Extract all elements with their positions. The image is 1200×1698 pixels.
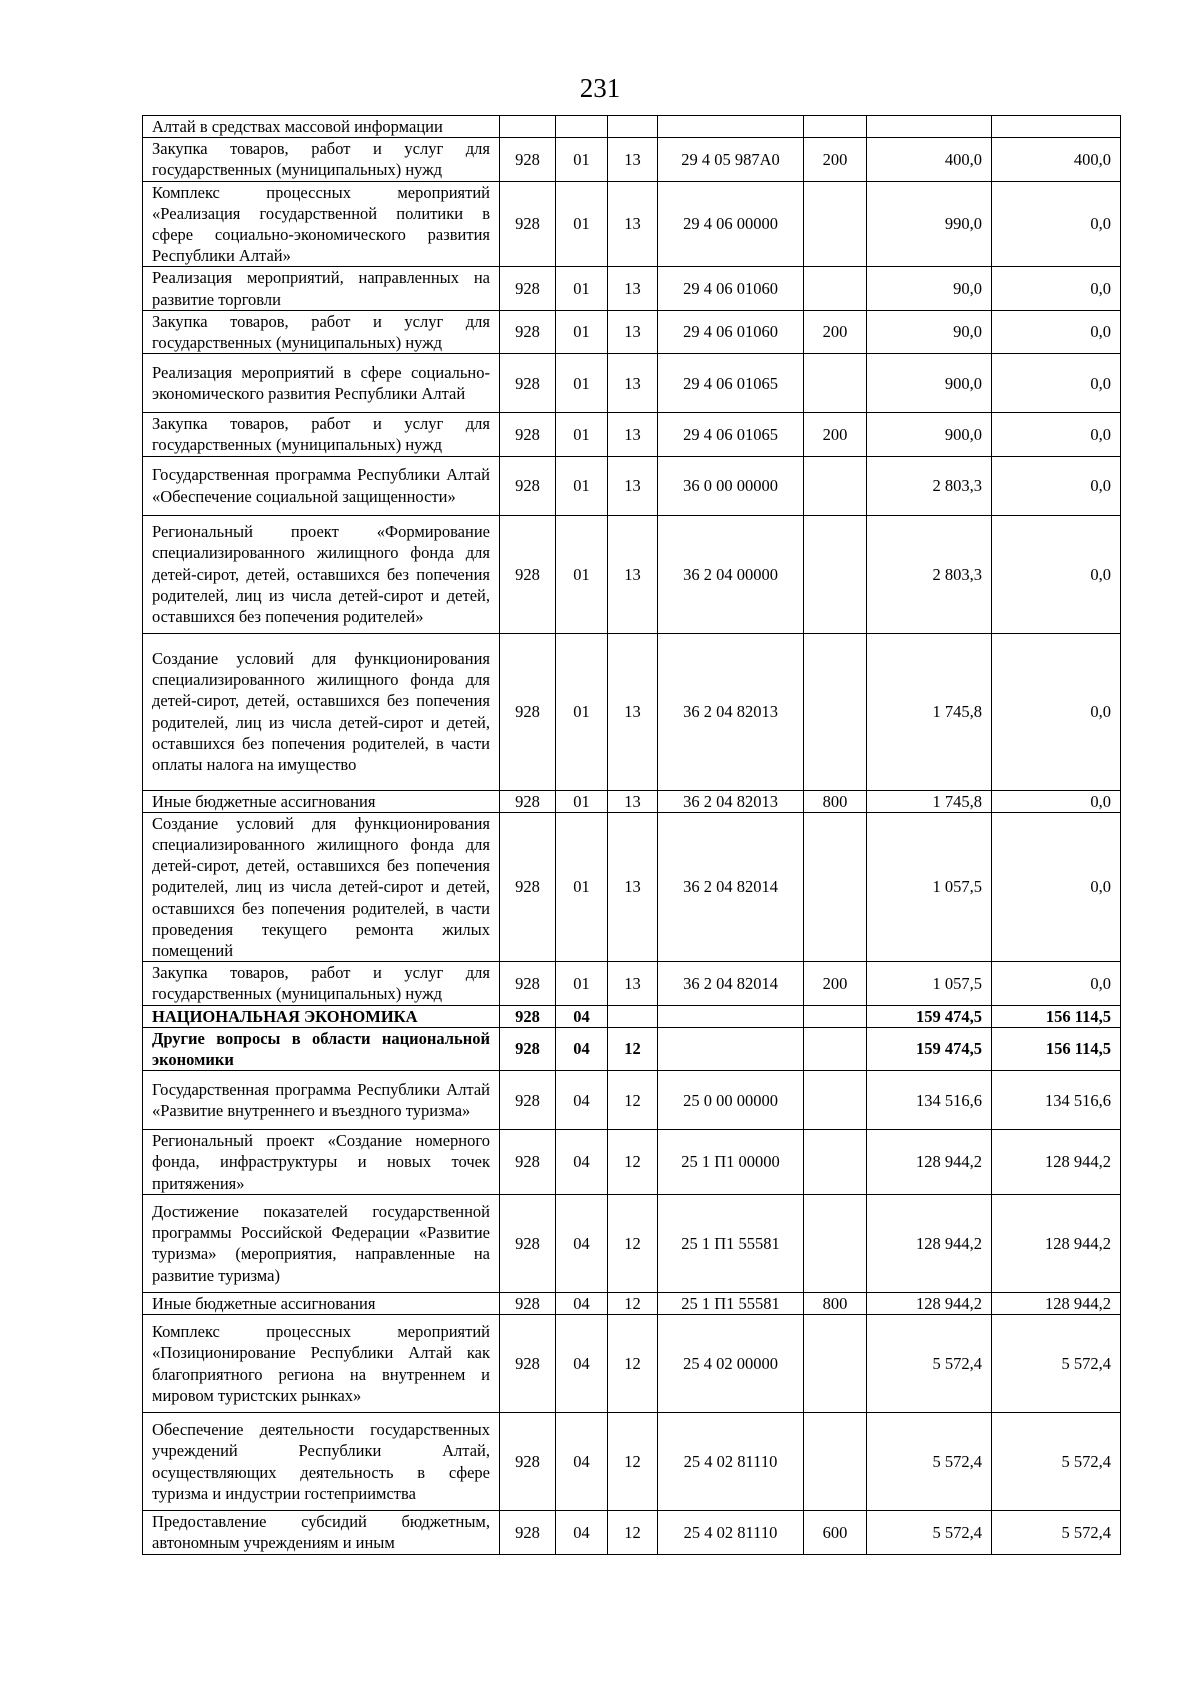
table-row bbox=[143, 310, 1121, 353]
cell-target-article: 29 4 06 00000 bbox=[658, 181, 804, 267]
row-name: Государственная программа Республики Алтай «Развитие внутреннего и въездного туризма» bbox=[143, 1071, 500, 1130]
row-name: Закупка товаров, работ и услуг для государственных (муниципальных) нужд bbox=[143, 413, 500, 456]
cell-amount-year1 bbox=[867, 116, 992, 138]
cell-expense-type bbox=[804, 1413, 867, 1511]
cell-admin-code: 928 bbox=[500, 310, 556, 353]
table-row bbox=[143, 515, 1121, 633]
cell-amount-year2: 0,0 bbox=[992, 812, 1121, 961]
cell-amount-year1: 5 572,4 bbox=[867, 1315, 992, 1413]
cell-target-article: 25 4 02 00000 bbox=[658, 1315, 804, 1413]
cell-admin-code: 928 bbox=[500, 515, 556, 633]
cell-amount-year2: 134 516,6 bbox=[992, 1071, 1121, 1130]
cell-amount-year1: 990,0 bbox=[867, 181, 992, 267]
cell-section: 04 bbox=[556, 1005, 608, 1027]
cell-target-article: 25 4 02 81110 bbox=[658, 1413, 804, 1511]
cell-admin-code: 928 bbox=[500, 1413, 556, 1511]
cell-subsection bbox=[608, 116, 658, 138]
cell-subsection: 12 bbox=[608, 1194, 658, 1292]
row-name: Другие вопросы в области национальной экономики bbox=[143, 1027, 500, 1070]
table-row bbox=[143, 116, 1121, 138]
cell-section: 04 bbox=[556, 1413, 608, 1511]
cell-amount-year1: 128 944,2 bbox=[867, 1130, 992, 1195]
budget-table bbox=[142, 115, 1121, 1555]
table-row bbox=[143, 354, 1121, 413]
table-row bbox=[143, 413, 1121, 456]
cell-amount-year1: 134 516,6 bbox=[867, 1071, 992, 1130]
cell-admin-code: 928 bbox=[500, 1005, 556, 1027]
cell-amount-year2: 128 944,2 bbox=[992, 1130, 1121, 1195]
cell-subsection: 12 bbox=[608, 1071, 658, 1130]
cell-section bbox=[556, 116, 608, 138]
cell-amount-year1: 900,0 bbox=[867, 354, 992, 413]
cell-admin-code bbox=[500, 116, 556, 138]
page-number: 231 bbox=[579, 73, 621, 103]
cell-subsection: 13 bbox=[608, 515, 658, 633]
cell-target-article: 29 4 06 01065 bbox=[658, 413, 804, 456]
table-row bbox=[143, 456, 1121, 515]
table-row bbox=[143, 790, 1121, 812]
row-name: Обеспечение деятельности государственных учреждений Республики Алтай, осуществляющих деятельность в сфере туризма и индустрии гостеприимства bbox=[143, 1413, 500, 1511]
cell-target-article: 29 4 06 01065 bbox=[658, 354, 804, 413]
cell-subsection: 13 bbox=[608, 354, 658, 413]
cell-section: 01 bbox=[556, 962, 608, 1005]
cell-admin-code: 928 bbox=[500, 1315, 556, 1413]
cell-section: 01 bbox=[556, 181, 608, 267]
row-name: Реализация мероприятий, направленных на развитие торговли bbox=[143, 267, 500, 310]
cell-amount-year1: 128 944,2 bbox=[867, 1292, 992, 1314]
cell-admin-code: 928 bbox=[500, 181, 556, 267]
table-row bbox=[143, 181, 1121, 267]
cell-amount-year2: 5 572,4 bbox=[992, 1315, 1121, 1413]
row-name: Государственная программа Республики Алтай «Обеспечение социальной защищенности» bbox=[143, 456, 500, 515]
cell-amount-year2: 128 944,2 bbox=[992, 1194, 1121, 1292]
cell-target-article: 25 4 02 81110 bbox=[658, 1511, 804, 1554]
cell-admin-code: 928 bbox=[500, 790, 556, 812]
cell-amount-year1: 2 803,3 bbox=[867, 515, 992, 633]
row-name: Иные бюджетные ассигнования bbox=[143, 1292, 500, 1314]
cell-subsection: 12 bbox=[608, 1413, 658, 1511]
cell-admin-code: 928 bbox=[500, 413, 556, 456]
table-row bbox=[143, 1413, 1121, 1511]
cell-amount-year1: 900,0 bbox=[867, 413, 992, 456]
table-row bbox=[143, 1071, 1121, 1130]
cell-subsection: 13 bbox=[608, 962, 658, 1005]
cell-target-article bbox=[658, 1005, 804, 1027]
cell-amount-year2: 0,0 bbox=[992, 413, 1121, 456]
cell-subsection: 12 bbox=[608, 1315, 658, 1413]
cell-target-article: 36 2 04 82014 bbox=[658, 812, 804, 961]
cell-expense-type bbox=[804, 1071, 867, 1130]
row-name: НАЦИОНАЛЬНАЯ ЭКОНОМИКА bbox=[143, 1005, 500, 1027]
cell-expense-type: 200 bbox=[804, 310, 867, 353]
cell-amount-year1: 128 944,2 bbox=[867, 1194, 992, 1292]
cell-amount-year2: 128 944,2 bbox=[992, 1292, 1121, 1314]
row-name: Закупка товаров, работ и услуг для государственных (муниципальных) нужд bbox=[143, 310, 500, 353]
cell-expense-type: 600 bbox=[804, 1511, 867, 1554]
cell-admin-code: 928 bbox=[500, 1027, 556, 1070]
cell-subsection: 13 bbox=[608, 181, 658, 267]
cell-amount-year2: 400,0 bbox=[992, 138, 1121, 181]
cell-amount-year2: 0,0 bbox=[992, 310, 1121, 353]
cell-admin-code: 928 bbox=[500, 812, 556, 961]
cell-target-article: 29 4 06 01060 bbox=[658, 310, 804, 353]
table-row bbox=[143, 1027, 1121, 1070]
cell-amount-year2: 156 114,5 bbox=[992, 1027, 1121, 1070]
cell-section: 04 bbox=[556, 1071, 608, 1130]
cell-subsection: 12 bbox=[608, 1027, 658, 1070]
cell-subsection: 13 bbox=[608, 633, 658, 790]
table-row bbox=[143, 1315, 1121, 1413]
cell-expense-type bbox=[804, 1005, 867, 1027]
cell-subsection: 13 bbox=[608, 138, 658, 181]
cell-target-article: 29 4 06 01060 bbox=[658, 267, 804, 310]
table-row bbox=[143, 812, 1121, 961]
cell-section: 04 bbox=[556, 1194, 608, 1292]
cell-section: 04 bbox=[556, 1027, 608, 1070]
cell-admin-code: 928 bbox=[500, 354, 556, 413]
cell-amount-year2: 0,0 bbox=[992, 633, 1121, 790]
cell-amount-year1: 2 803,3 bbox=[867, 456, 992, 515]
cell-admin-code: 928 bbox=[500, 456, 556, 515]
table-row bbox=[143, 1130, 1121, 1195]
cell-section: 04 bbox=[556, 1292, 608, 1314]
cell-section: 01 bbox=[556, 812, 608, 961]
row-name: Создание условий для функционирования специализированного жилищного фонда для детей-сирот, детей, оставшихся без попечения родителей, лиц из числа детей-сирот и детей, оставшихся без попечения родителей, в части оплаты налога на имущество bbox=[143, 633, 500, 790]
cell-section: 01 bbox=[556, 267, 608, 310]
cell-amount-year2: 0,0 bbox=[992, 456, 1121, 515]
row-name: Региональный проект «Создание номерного фонда, инфраструктуры и новых точек притяжения» bbox=[143, 1130, 500, 1195]
cell-amount-year2: 0,0 bbox=[992, 790, 1121, 812]
cell-subsection: 13 bbox=[608, 413, 658, 456]
cell-expense-type bbox=[804, 116, 867, 138]
cell-admin-code: 928 bbox=[500, 138, 556, 181]
cell-admin-code: 928 bbox=[500, 1511, 556, 1554]
cell-expense-type: 800 bbox=[804, 790, 867, 812]
row-name: Комплекс процессных мероприятий «Реализация государственной политики в сфере социально-экономического развития Республики Алтай» bbox=[143, 181, 500, 267]
row-name: Закупка товаров, работ и услуг для государственных (муниципальных) нужд bbox=[143, 962, 500, 1005]
cell-amount-year1: 400,0 bbox=[867, 138, 992, 181]
cell-amount-year1: 1 057,5 bbox=[867, 812, 992, 961]
cell-amount-year2: 0,0 bbox=[992, 962, 1121, 1005]
cell-expense-type bbox=[804, 354, 867, 413]
cell-expense-type bbox=[804, 181, 867, 267]
row-name: Закупка товаров, работ и услуг для государственных (муниципальных) нужд bbox=[143, 138, 500, 181]
cell-section: 01 bbox=[556, 138, 608, 181]
cell-amount-year2: 5 572,4 bbox=[992, 1511, 1121, 1554]
cell-section: 01 bbox=[556, 354, 608, 413]
cell-amount-year2: 156 114,5 bbox=[992, 1005, 1121, 1027]
cell-expense-type bbox=[804, 456, 867, 515]
cell-target-article bbox=[658, 1027, 804, 1070]
cell-target-article: 25 1 П1 00000 bbox=[658, 1130, 804, 1195]
cell-admin-code: 928 bbox=[500, 1292, 556, 1314]
cell-amount-year1: 159 474,5 bbox=[867, 1005, 992, 1027]
cell-subsection: 13 bbox=[608, 456, 658, 515]
cell-amount-year2: 0,0 bbox=[992, 515, 1121, 633]
table-row bbox=[143, 138, 1121, 181]
row-name: Комплекс процессных мероприятий «Позиционирование Республики Алтай как благоприятного региона на внутреннем и мировом туристских рынках» bbox=[143, 1315, 500, 1413]
cell-admin-code: 928 bbox=[500, 962, 556, 1005]
cell-subsection: 13 bbox=[608, 812, 658, 961]
cell-amount-year2: 0,0 bbox=[992, 354, 1121, 413]
cell-target-article: 25 1 П1 55581 bbox=[658, 1292, 804, 1314]
cell-amount-year1: 90,0 bbox=[867, 310, 992, 353]
cell-amount-year2 bbox=[992, 116, 1121, 138]
cell-amount-year2: 5 572,4 bbox=[992, 1413, 1121, 1511]
table-row bbox=[143, 1005, 1121, 1027]
cell-target-article: 29 4 05 987А0 bbox=[658, 138, 804, 181]
cell-target-article: 36 2 04 82013 bbox=[658, 633, 804, 790]
row-name: Региональный проект «Формирование специализированного жилищного фонда для детей-сирот, детей, оставшихся без попечения родителей, лиц из числа детей-сирот и детей, оставшихся без попечения родителей» bbox=[143, 515, 500, 633]
table-row bbox=[143, 267, 1121, 310]
cell-subsection: 12 bbox=[608, 1130, 658, 1195]
cell-subsection: 13 bbox=[608, 790, 658, 812]
cell-amount-year1: 5 572,4 bbox=[867, 1511, 992, 1554]
cell-admin-code: 928 bbox=[500, 633, 556, 790]
cell-admin-code: 928 bbox=[500, 1194, 556, 1292]
cell-amount-year1: 1 745,8 bbox=[867, 633, 992, 790]
cell-amount-year1: 90,0 bbox=[867, 267, 992, 310]
cell-expense-type: 200 bbox=[804, 962, 867, 1005]
cell-section: 01 bbox=[556, 310, 608, 353]
cell-section: 01 bbox=[556, 790, 608, 812]
cell-amount-year1: 5 572,4 bbox=[867, 1413, 992, 1511]
cell-target-article: 25 0 00 00000 bbox=[658, 1071, 804, 1130]
cell-expense-type bbox=[804, 1194, 867, 1292]
cell-section: 04 bbox=[556, 1130, 608, 1195]
cell-subsection: 13 bbox=[608, 310, 658, 353]
row-name: Реализация мероприятий в сфере социально-экономического развития Республики Алтай bbox=[143, 354, 500, 413]
cell-expense-type: 200 bbox=[804, 138, 867, 181]
cell-target-article: 36 2 04 82013 bbox=[658, 790, 804, 812]
cell-subsection: 12 bbox=[608, 1511, 658, 1554]
row-name: Алтай в средствах массовой информации bbox=[143, 116, 500, 138]
cell-section: 04 bbox=[556, 1315, 608, 1413]
cell-expense-type bbox=[804, 515, 867, 633]
cell-expense-type bbox=[804, 1130, 867, 1195]
table-row bbox=[143, 962, 1121, 1005]
cell-section: 01 bbox=[556, 515, 608, 633]
cell-expense-type bbox=[804, 1315, 867, 1413]
cell-target-article: 36 2 04 82014 bbox=[658, 962, 804, 1005]
cell-target-article bbox=[658, 116, 804, 138]
cell-amount-year1: 159 474,5 bbox=[867, 1027, 992, 1070]
cell-subsection: 13 bbox=[608, 267, 658, 310]
row-name: Достижение показателей государственной программы Российской Федерации «Развитие туризма» (мероприятия, направленные на развитие туризма) bbox=[143, 1194, 500, 1292]
table-row bbox=[143, 633, 1121, 790]
cell-amount-year2: 0,0 bbox=[992, 181, 1121, 267]
table-row bbox=[143, 1292, 1121, 1314]
table-row bbox=[143, 1511, 1121, 1554]
cell-section: 01 bbox=[556, 633, 608, 790]
cell-target-article: 36 2 04 00000 bbox=[658, 515, 804, 633]
cell-subsection bbox=[608, 1005, 658, 1027]
row-name: Создание условий для функционирования специализированного жилищного фонда для детей-сирот, детей, оставшихся без попечения родителей, лиц из числа детей-сирот и детей, оставшихся без попечения родителей, в части проведения текущего ремонта жилых помещений bbox=[143, 812, 500, 961]
cell-expense-type bbox=[804, 267, 867, 310]
row-name: Иные бюджетные ассигнования bbox=[143, 790, 500, 812]
cell-admin-code: 928 bbox=[500, 1071, 556, 1130]
cell-expense-type bbox=[804, 633, 867, 790]
cell-expense-type bbox=[804, 1027, 867, 1070]
cell-amount-year1: 1 745,8 bbox=[867, 790, 992, 812]
cell-target-article: 36 0 00 00000 bbox=[658, 456, 804, 515]
cell-amount-year1: 1 057,5 bbox=[867, 962, 992, 1005]
cell-target-article: 25 1 П1 55581 bbox=[658, 1194, 804, 1292]
cell-section: 01 bbox=[556, 456, 608, 515]
cell-subsection: 12 bbox=[608, 1292, 658, 1314]
cell-expense-type: 200 bbox=[804, 413, 867, 456]
row-name: Предоставление субсидий бюджетным, автономным учреждениям и иным bbox=[143, 1511, 500, 1554]
cell-admin-code: 928 bbox=[500, 267, 556, 310]
cell-section: 04 bbox=[556, 1511, 608, 1554]
cell-admin-code: 928 bbox=[500, 1130, 556, 1195]
cell-section: 01 bbox=[556, 413, 608, 456]
cell-amount-year2: 0,0 bbox=[992, 267, 1121, 310]
cell-expense-type: 800 bbox=[804, 1292, 867, 1314]
cell-expense-type bbox=[804, 812, 867, 961]
table-row bbox=[143, 1194, 1121, 1292]
